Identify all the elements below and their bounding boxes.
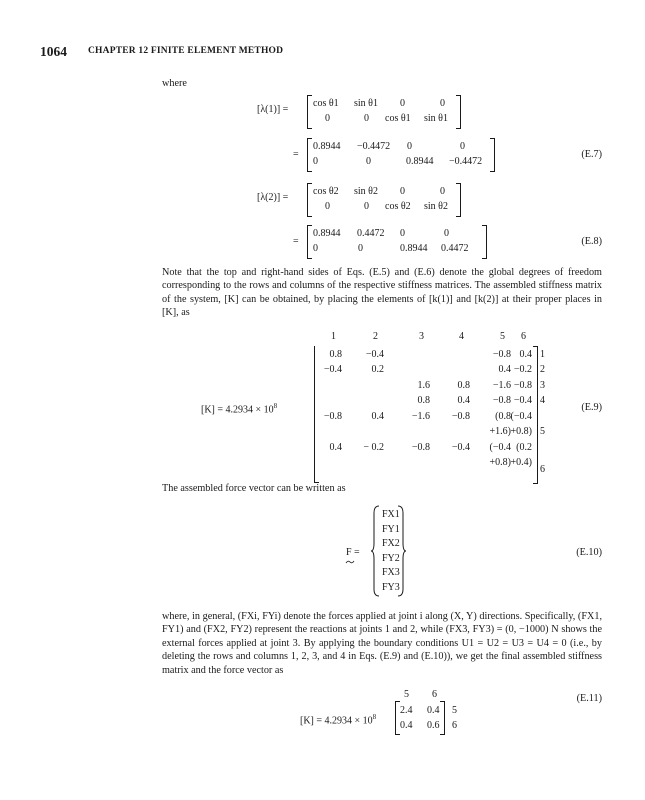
kfull-cell: (0.8 bbox=[495, 411, 511, 422]
lambda1-sym-r2c1: 0 bbox=[325, 113, 330, 124]
lambda1-sym-bracket-left bbox=[307, 95, 312, 129]
lambda2-num-bracket-left bbox=[307, 225, 312, 259]
kfull-row-label: 6 bbox=[540, 464, 545, 475]
force-vector-entry: FY1 bbox=[382, 523, 400, 535]
force-vector-entry: FX3 bbox=[382, 567, 400, 578]
lambda1-sym-bracket-right bbox=[456, 95, 461, 129]
equation-label-e10: (E.10) bbox=[576, 547, 602, 558]
lambda2-sym-r1c4: 0 bbox=[440, 186, 445, 197]
equation-label-e7: (E.7) bbox=[581, 149, 602, 160]
kfull-bracket-right bbox=[533, 346, 538, 484]
lambda2-num-bracket-right bbox=[482, 225, 487, 259]
kfull-cell: 0.4 bbox=[457, 395, 470, 406]
kfull-col-header: 2 bbox=[373, 331, 378, 342]
kfull-col-header: 4 bbox=[459, 331, 464, 342]
kfull-cell: −0.8 bbox=[513, 380, 532, 391]
kfull-bracket-left bbox=[314, 346, 319, 483]
kfull-cell: +1.6) bbox=[489, 426, 511, 437]
force-vector-entry: FY2 bbox=[382, 552, 400, 564]
lambda1-num-bracket-right bbox=[490, 138, 495, 172]
kfull-cell: −0.2 bbox=[513, 364, 532, 375]
kred-bracket-right bbox=[440, 701, 445, 735]
kred-lhs-exp: 8 bbox=[372, 713, 377, 721]
kfull-cell: −0.8 bbox=[411, 442, 430, 453]
kred-r1c1: 2.4 bbox=[400, 705, 413, 716]
lambda2-lhs: [λ(2)] = bbox=[257, 192, 289, 203]
kred-col-header-6: 6 bbox=[432, 689, 437, 700]
lambda1-num-r1c3: 0 bbox=[407, 141, 412, 152]
lambda2-sym-r2c4: sin θ2 bbox=[424, 201, 448, 212]
kfull-cell: 0.4 bbox=[498, 364, 511, 375]
kfull-cell: 0.2 bbox=[371, 364, 384, 375]
kfull-cell: 0.8 bbox=[329, 349, 342, 360]
kfull-row-label: 3 bbox=[540, 380, 545, 391]
lambda2-sym-r1c1: cos θ2 bbox=[313, 186, 339, 197]
paragraph-force-intro: The assembled force vector can be written as bbox=[162, 483, 346, 494]
lambda1-num-r2c1: 0 bbox=[313, 156, 318, 167]
kfull-row-label: 2 bbox=[540, 364, 545, 375]
lambda1-sym-r1c4: 0 bbox=[440, 98, 445, 109]
kfull-lhs bbox=[201, 402, 277, 415]
kfull-cell: −0.8 bbox=[323, 411, 342, 422]
kfull-cell: (0.2 bbox=[516, 442, 532, 453]
lambda2-sym-r2c1: 0 bbox=[325, 201, 330, 212]
lambda1-sym-r1c3: 0 bbox=[400, 98, 405, 109]
lambda1-num-r1c1: 0.8944 bbox=[313, 141, 341, 152]
lambda2-sym-r1c3: 0 bbox=[400, 186, 405, 197]
force-vector-entry: FY3 bbox=[382, 581, 400, 593]
lambda1-num-r1c2: −0.4472 bbox=[357, 141, 391, 152]
kfull-row-label: 4 bbox=[540, 395, 545, 406]
kfull-col-header: 1 bbox=[331, 331, 336, 342]
kfull-cell: −0.4 bbox=[513, 395, 532, 406]
lambda2-sym-r1c2: sin θ2 bbox=[354, 186, 378, 197]
kfull-cell: +0.8) bbox=[510, 426, 532, 437]
force-vector-brace-left bbox=[370, 505, 380, 597]
force-vector-entry: FX2 bbox=[382, 538, 400, 549]
kfull-cell: (−0.4 bbox=[489, 442, 511, 453]
lambda1-sym-r2c4: sin θ1 bbox=[424, 113, 448, 124]
running-header: CHAPTER 12 FINITE ELEMENT METHOD bbox=[88, 46, 284, 56]
kred-r1c2: 0.4 bbox=[427, 705, 440, 716]
lambda2-num-r2c4: 0.4472 bbox=[441, 243, 469, 254]
lambda1-num-r2c3: 0.8944 bbox=[406, 156, 434, 167]
kfull-cell: +0.8) bbox=[489, 457, 511, 468]
kfull-col-header: 5 bbox=[500, 331, 505, 342]
kred-row-label-5: 5 bbox=[452, 705, 457, 716]
kfull-cell: 0.4 bbox=[519, 349, 532, 360]
kred-r2c1: 0.4 bbox=[400, 720, 413, 731]
lambda1-lhs: [λ(1)] = bbox=[257, 104, 289, 115]
kfull-cell: 0.8 bbox=[417, 395, 430, 406]
equation-label-e8: (E.8) bbox=[581, 236, 602, 247]
lambda2-num-r1c1: 0.8944 bbox=[313, 228, 341, 239]
lambda2-sym-r2c3: cos θ2 bbox=[385, 201, 411, 212]
lambda2-num-r2c2: 0 bbox=[358, 243, 363, 254]
kfull-cell: 0.8 bbox=[457, 380, 470, 391]
kfull-cell: −1.6 bbox=[492, 380, 511, 391]
kfull-lhs-text: [K] = 4.2934 × 10 bbox=[201, 404, 274, 416]
lambda1-sym-r1c2: sin θ1 bbox=[354, 98, 378, 109]
force-vector-lhs: F = bbox=[346, 547, 360, 558]
lambda2-num-r1c2: 0.4472 bbox=[357, 228, 385, 239]
lambda1-num-r2c4: −0.4472 bbox=[449, 156, 483, 167]
equation-label-e11: (E.11) bbox=[576, 693, 602, 704]
lambda1-num-bracket-left bbox=[307, 138, 312, 172]
force-vector-entry: FX1 bbox=[382, 509, 400, 520]
kred-lhs-text: [K] = 4.2934 × 10 bbox=[300, 715, 373, 727]
lambda1-num-r1c4: 0 bbox=[460, 141, 465, 152]
lambda2-sym-bracket-right bbox=[456, 183, 461, 217]
kfull-cell: −0.8 bbox=[492, 349, 511, 360]
kfull-cell: −0.8 bbox=[492, 395, 511, 406]
kfull-col-header: 3 bbox=[419, 331, 424, 342]
kfull-cell: 0.4 bbox=[371, 411, 384, 422]
kred-r2c2: 0.6 bbox=[427, 720, 440, 731]
kfull-col-header: 6 bbox=[521, 331, 526, 342]
kfull-cell: −0.4 bbox=[323, 364, 342, 375]
kfull-cell: 1.6 bbox=[417, 380, 430, 391]
kred-lhs bbox=[300, 713, 376, 726]
kfull-cell: −0.4 bbox=[451, 442, 470, 453]
where-text: where bbox=[162, 78, 187, 89]
lambda1-eq: = bbox=[293, 149, 299, 160]
page-number: 1064 bbox=[40, 44, 67, 59]
kfull-cell: 0.4 bbox=[329, 442, 342, 453]
lambda1-sym-r2c2: 0 bbox=[364, 113, 369, 124]
kfull-lhs-exp: 8 bbox=[273, 402, 278, 410]
lambda2-sym-bracket-left bbox=[307, 183, 312, 217]
lambda1-sym-r2c3: cos θ1 bbox=[385, 113, 411, 124]
kfull-cell: +0.4) bbox=[510, 457, 532, 468]
lambda2-num-r2c1: 0 bbox=[313, 243, 318, 254]
lambda1-sym-r1c1: cos θ1 bbox=[313, 98, 339, 109]
lambda2-eq: = bbox=[293, 236, 299, 247]
paragraph-boundary-conditions: where, in general, (FXi, FYi) denote the forces applied at joint i along (X, Y) directions. Specifically, (FX1, FY1) and (FX2, FY2) represent the reactions at joints 1 and 2, while (FX3, FY3) = (0, −1000) N shows the external forces applied at joint 3. By applying the boundary conditions U1 = U2 = U3 = U4 = 0 (i.e., by deleting the rows and columns 1, 2, 3, and 4 in Eqs. (E.9) and (E.10)), we get the final assembled stiffness matrix and the force vector as bbox=[162, 611, 602, 676]
kfull-cell: −1.6 bbox=[411, 411, 430, 422]
kfull-row-label: 5 bbox=[540, 426, 545, 437]
lambda1-num-r2c2: 0 bbox=[366, 156, 371, 167]
kfull-cell: −0.8 bbox=[451, 411, 470, 422]
kfull-cell: (−0.4 bbox=[510, 411, 532, 422]
kfull-row-label: 1 bbox=[540, 349, 545, 360]
lambda2-num-r1c3: 0 bbox=[400, 228, 405, 239]
kfull-cell: −0.4 bbox=[365, 349, 384, 360]
kred-col-header-5: 5 bbox=[404, 689, 409, 700]
equation-label-e9: (E.9) bbox=[581, 402, 602, 413]
lambda2-num-r2c3: 0.8944 bbox=[400, 243, 428, 254]
lambda2-sym-r2c2: 0 bbox=[364, 201, 369, 212]
lambda2-num-r1c4: 0 bbox=[444, 228, 449, 239]
paragraph-assembly: Note that the top and right-hand sides of Eqs. (E.5) and (E.6) denote the global degrees of freedom corresponding to the rows and columns of the respective stiffness matrices. The assembled stiffness matrix of the system, [K] can be obtained, by placing the elements of [k(1)] and [k(2)] at their proper places in [K], as bbox=[162, 267, 602, 319]
force-vector-tilde-icon bbox=[345, 560, 355, 564]
kfull-cell: − 0.2 bbox=[363, 442, 384, 453]
kred-row-label-6: 6 bbox=[452, 720, 457, 731]
